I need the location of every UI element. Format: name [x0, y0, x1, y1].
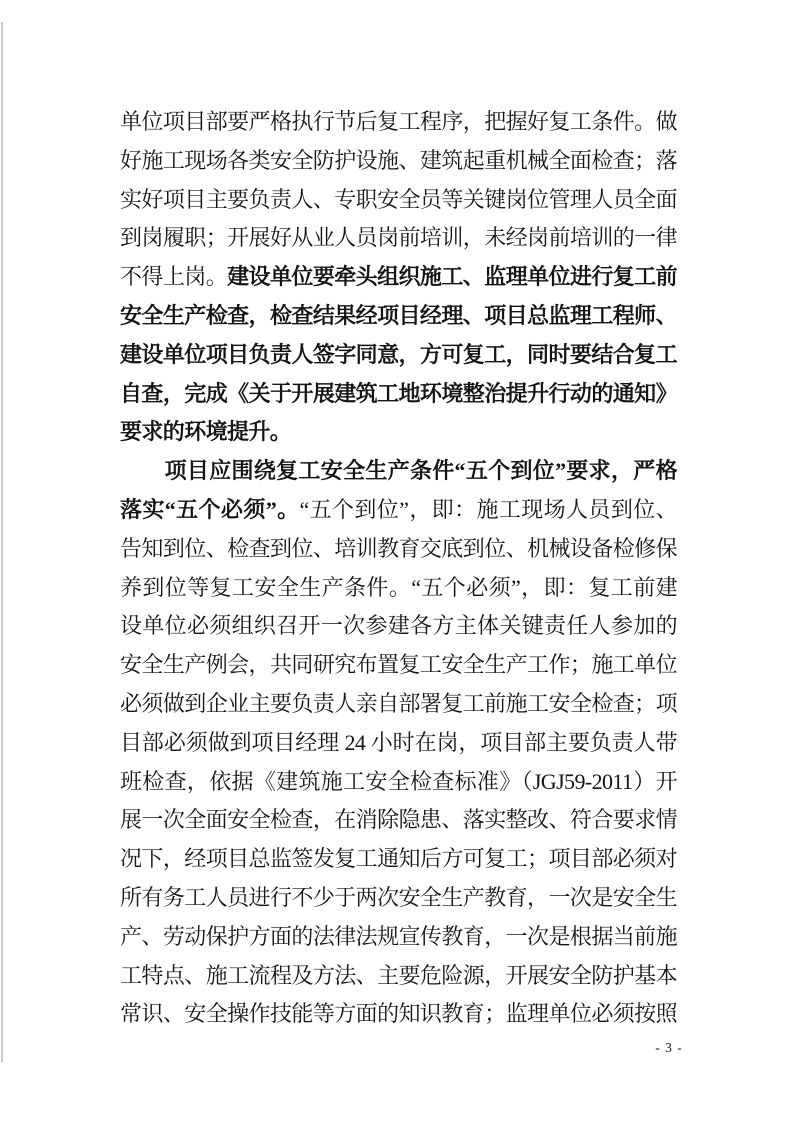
text-line — [120, 918, 677, 957]
text-run: 单位项目部要严格执行节后复工程序，把握好复工条件。做 — [120, 109, 677, 134]
text-run: 项目应围绕复工安全生产条件“五个到位”要求，严格 — [120, 458, 677, 484]
text-run: 不得上岗。 — [120, 264, 228, 290]
text-run: 告知到位、检查到位、培训教育交底到位、机械设备检修保 — [120, 535, 677, 561]
text-run: 必须做到企业主要负责人亲自部署复工前施工安全检查；项 — [120, 690, 677, 716]
text-run: 好施工现场各类安全防护设施、建筑起重机械全面检查；落 — [120, 147, 677, 173]
document-body — [120, 103, 677, 1034]
text-line — [120, 413, 677, 452]
text-run: 况下，经项目总监签发复工通知后方可复工；项目部必须对 — [120, 846, 677, 872]
text-line — [120, 801, 677, 840]
text-run: 班检查，依据《建筑施工安全检查标准》（JGJ59-2011）开 — [120, 768, 677, 794]
text-line — [120, 685, 677, 724]
text-line — [120, 530, 677, 569]
text-run: 自查，完成《关于开展建筑工地环境整治提升行动的通知》 — [120, 380, 677, 406]
text-line — [120, 491, 677, 530]
text-run: 工特点、施工流程及方法、主要危险源，开展安全防护基本 — [120, 962, 677, 988]
text-line — [120, 142, 677, 181]
page-edge-line — [1, 22, 3, 1062]
text-run: 目部必须做到项目经理 24 小时在岗，项目部主要负责人带 — [120, 729, 677, 755]
text-run: 展一次全面安全检查，在消除隐患、落实整改、符合要求情 — [120, 807, 677, 833]
text-line — [120, 181, 677, 220]
text-run: 到岗履职；开展好从业人员岗前培训，未经岗前培训的一律 — [120, 225, 677, 251]
text-line — [120, 724, 677, 763]
text-run: 所有务工人员进行不少于两次安全生产教育，一次是安全生 — [120, 884, 677, 910]
text-line — [120, 840, 677, 879]
text-line — [120, 607, 677, 646]
text-line — [120, 763, 677, 802]
text-run: 建设单位项目负责人签字同意，方可复工，同时要结合复工 — [120, 341, 677, 367]
text-run: 安全生产检查，检查结果经项目经理、项目总监理工程师、 — [120, 302, 677, 328]
text-line — [120, 995, 677, 1034]
text-line — [120, 297, 677, 336]
text-line — [120, 336, 677, 375]
text-line — [120, 879, 677, 918]
text-line — [120, 569, 677, 608]
text-run: 实好项目主要负责人、专职安全员等关键岗位管理人员全面 — [120, 186, 677, 212]
text-line — [120, 375, 677, 414]
page-number: - 3 - — [655, 1040, 683, 1055]
text-run: 要求的环境提升。 — [120, 419, 292, 445]
text-line — [120, 646, 677, 685]
text-run: 建设单位要牵头组织施工、监理单位进行复工前 — [227, 264, 677, 290]
text-run: 落实“五个必须”。 — [120, 496, 300, 522]
text-line — [120, 957, 677, 996]
text-run: 养到位等复工安全生产条件。“五个必须”，即：复工前建 — [120, 574, 677, 600]
text-run: 产、劳动保护方面的法律法规宣传教育，一次是根据当前施 — [120, 923, 677, 949]
text-line — [120, 258, 677, 297]
text-run: 设单位必须组织召开一次参建各方主体关键责任人参加的 — [120, 613, 677, 639]
text-run: 安全生产例会，共同研究布置复工安全生产工作；施工单位 — [120, 652, 677, 678]
paragraph-2 — [120, 452, 677, 1034]
paragraph-1 — [120, 103, 677, 452]
text-line — [120, 219, 677, 258]
text-run: 常识、安全操作技能等方面的知识教育；监理单位必须按照 — [120, 1001, 677, 1027]
text-run: “五个到位”，即：施工现场人员到位、 — [299, 496, 677, 522]
text-line — [120, 452, 677, 491]
text-line — [120, 103, 677, 142]
